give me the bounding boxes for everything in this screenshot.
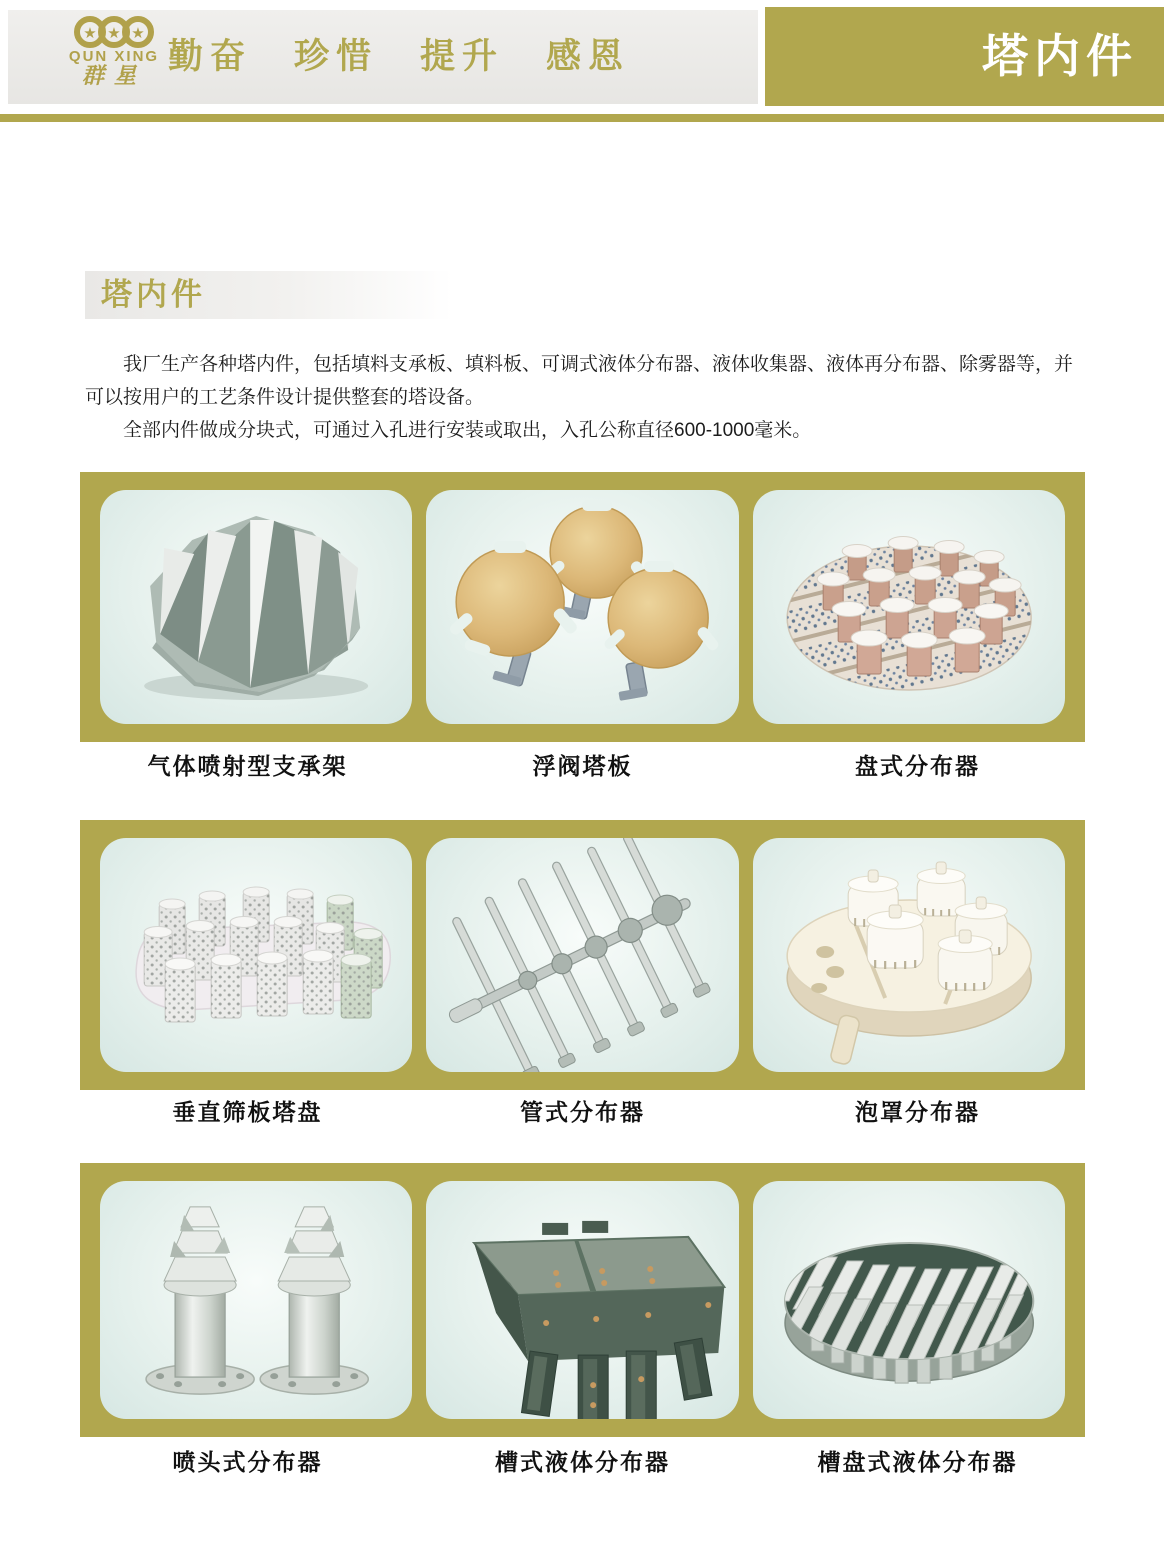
product-photo-trough-tray-liquid-distributor [753, 1181, 1065, 1419]
product-photo-gas-injection-support [100, 490, 412, 724]
spray-head-distributor-photo [100, 1181, 412, 1419]
three-star-rings-icon [66, 14, 162, 50]
disc-distributor-photo [753, 490, 1065, 724]
product-caption: 泡罩分布器 [855, 1099, 980, 1125]
product-caption: 盘式分布器 [855, 753, 980, 779]
svg-text:★: ★ [131, 25, 145, 42]
header-band [8, 10, 758, 104]
bubble-cap-distributor-photo [753, 838, 1065, 1072]
qunxing-logo [54, 14, 174, 102]
trough-liquid-distributor-photo [426, 1181, 738, 1419]
caption-row-2 [80, 1094, 1085, 1128]
svg-text:★: ★ [83, 25, 97, 42]
product-band-row2 [80, 820, 1085, 1090]
section-title: 塔内件 [85, 271, 453, 319]
intro-paragraph-1: 我厂生产各种塔内件，包括填料支承板、填料板、可调式液体分布器、液体收集器、液体再分布器、除雾器等，并可以按用户的工艺条件设计提供整套的塔设备。 [85, 354, 1074, 408]
product-photo-float-valve-tray [426, 490, 738, 724]
product-photo-trough-liquid-distributor [426, 1181, 738, 1419]
product-photo-vertical-sieve-tray [100, 838, 412, 1072]
pipe-distributor-photo [426, 838, 738, 1072]
float-valve-tray-photo [426, 490, 738, 724]
product-photo-spray-head-distributor [100, 1181, 412, 1419]
page-title: 塔内件 [982, 30, 1138, 82]
product-band-row3 [80, 1163, 1085, 1437]
company-slogan: 勤奋 珍惜 提升 感恩 [168, 37, 631, 76]
intro-text [85, 348, 1087, 447]
intro-paragraph-2: 全部内件做成分块式，可通过入孔进行安装或取出，入孔公称直径600-1000毫米。 [123, 420, 812, 441]
product-caption: 垂直筛板塔盘 [172, 1099, 323, 1125]
caption-row-3 [80, 1444, 1085, 1478]
product-photo-pipe-distributor [426, 838, 738, 1072]
header-divider-rule [0, 114, 1164, 122]
caption-row-1 [80, 748, 1085, 782]
product-photo-bubble-cap-distributor [753, 838, 1065, 1072]
trough-tray-liquid-distributor-photo [753, 1181, 1065, 1419]
product-caption: 浮阀塔板 [532, 753, 633, 779]
logo-text-en: QUN XING [68, 48, 160, 65]
product-caption: 气体喷射型支承架 [147, 753, 348, 779]
product-caption: 管式分布器 [520, 1099, 645, 1125]
gas-injection-support-photo [100, 490, 412, 724]
product-caption: 槽式液体分布器 [495, 1449, 670, 1475]
svg-text:★: ★ [107, 25, 121, 42]
product-caption: 槽盘式液体分布器 [817, 1449, 1018, 1475]
product-band-row1 [80, 472, 1085, 742]
product-caption: 喷头式分布器 [172, 1449, 323, 1475]
vertical-sieve-tray-photo [100, 838, 412, 1072]
product-photo-disc-distributor [753, 490, 1065, 724]
page-title-banner [765, 7, 1164, 106]
logo-text-cn: 群星 [81, 63, 146, 88]
